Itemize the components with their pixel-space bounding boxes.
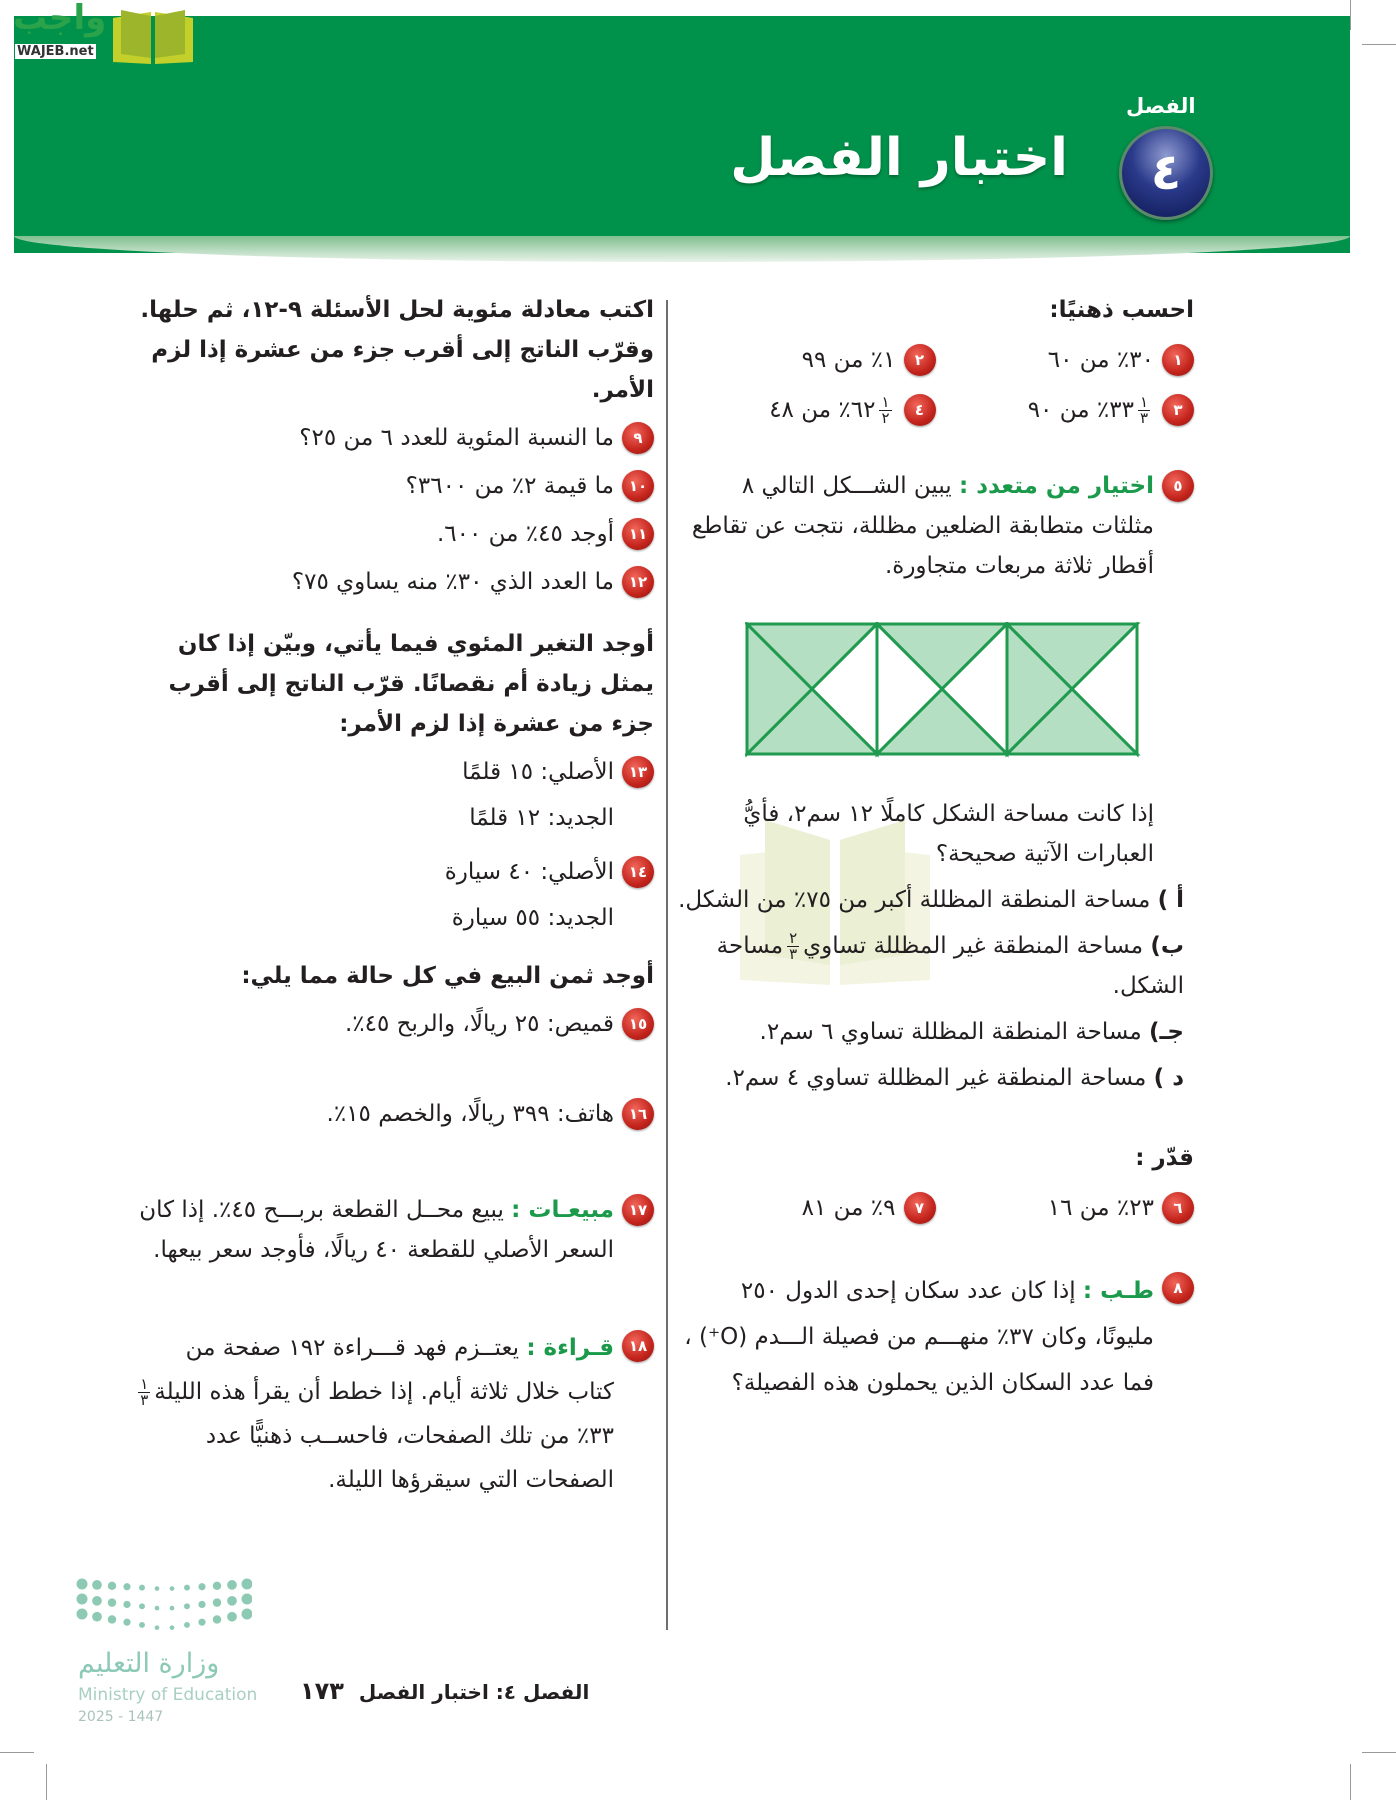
ministry-name-english: Ministry of Education xyxy=(78,1685,258,1705)
option-continuation: الشكل. xyxy=(1112,973,1184,999)
fraction-denominator: ٣ xyxy=(1139,409,1148,427)
page-number: ١٧٣ xyxy=(300,1677,344,1705)
fraction-numerator: ١ xyxy=(140,1375,149,1393)
logo-dot xyxy=(213,1598,221,1606)
wajeb-logo xyxy=(9,0,194,66)
option-letter: د ) xyxy=(1153,1065,1184,1091)
instruction-text xyxy=(134,290,654,410)
question-line: يبيع محــل القطعة بربـــح ٤٥٪. إذا كان xyxy=(139,1197,504,1223)
fraction xyxy=(879,395,891,426)
question-number-badge: ١٠ xyxy=(622,470,654,502)
question-16 xyxy=(134,1094,654,1134)
question-body xyxy=(134,752,614,838)
logo-dot xyxy=(198,1583,205,1590)
logo-dot xyxy=(170,1586,175,1591)
logo-dot xyxy=(242,1579,253,1590)
new-value: الجديد: ٥٥ سيارة xyxy=(451,905,614,931)
original-value: الأصلي: ١٥ قلمًا xyxy=(462,759,614,785)
wajeb-logo-arabic: واجب xyxy=(13,0,107,38)
answer-option-a[interactable] xyxy=(677,880,1194,920)
fraction xyxy=(787,931,799,962)
question-number-badge: ١٣ xyxy=(622,756,654,788)
ministry-name-arabic: وزارة التعليم xyxy=(78,1648,220,1679)
fraction xyxy=(138,1377,150,1408)
logo-dot xyxy=(92,1580,102,1590)
question-text: هاتف: ٣٩٩ ريالًا، والخصم ١٥٪. xyxy=(326,1101,614,1127)
right-column xyxy=(677,290,1194,1406)
original-value: الأصلي: ٤٠ سيارة xyxy=(444,859,614,885)
crop-mark xyxy=(1362,44,1396,45)
chapter-number-badge xyxy=(1119,126,1213,220)
instruction-line: أوجد التغير المئوي فيما يأتي، وبيّن إذا كان يمثل زيادة xyxy=(177,631,654,697)
question-text: ٩٪ من ٨١ xyxy=(801,1195,896,1221)
question-label: طـب : xyxy=(1082,1278,1154,1304)
question-5 xyxy=(677,466,1194,586)
question-number-badge: ٩ xyxy=(622,422,654,454)
question-body xyxy=(134,852,614,938)
question-row xyxy=(677,340,1194,380)
question-1 xyxy=(936,340,1195,380)
question-text: ما العدد الذي ٣٠٪ منه يساوي ٧٥؟ xyxy=(291,569,614,595)
logo-dot xyxy=(184,1603,190,1609)
logo-dot xyxy=(123,1619,130,1626)
logo-dot xyxy=(92,1596,102,1606)
fraction-denominator: ٣ xyxy=(789,945,798,963)
footer-chapter-reference xyxy=(300,1676,589,1707)
question-9 xyxy=(134,418,654,458)
left-column xyxy=(134,290,654,1502)
logo-dot xyxy=(170,1625,175,1630)
question-12 xyxy=(134,562,654,602)
question-row xyxy=(677,390,1194,430)
logo-dot xyxy=(108,1615,116,1623)
fraction-numerator: ٢ xyxy=(789,929,798,947)
logo-dot xyxy=(123,1583,130,1590)
crop-mark xyxy=(0,1752,34,1753)
new-value: الجديد: ١٢ قلمًا xyxy=(469,805,614,831)
question-number-badge: ١٧ xyxy=(622,1194,654,1226)
question-17 xyxy=(134,1190,654,1270)
instruction-line: اكتب معادلة مئوية لحل الأسئلة ٩-١٢، ثم حلها. وقرّب xyxy=(140,297,654,363)
question-4 xyxy=(677,390,936,430)
fraction-numerator: ١ xyxy=(1139,393,1148,411)
question-prompt xyxy=(677,794,1194,874)
question-text xyxy=(134,1190,614,1270)
question-7 xyxy=(677,1188,936,1228)
logo-dot xyxy=(184,1585,190,1591)
question-15 xyxy=(134,1004,654,1044)
question-line: مربعات متجاورة. xyxy=(884,553,1047,579)
answer-option-b[interactable] xyxy=(677,926,1194,1006)
logo-dot xyxy=(198,1601,205,1608)
question-number-badge: ٤ xyxy=(904,394,936,426)
question-text: أوجد ٤٥٪ من ٦٠٠. xyxy=(436,521,614,547)
question-label: مبيعـات : xyxy=(511,1197,614,1223)
logo-dot xyxy=(77,1609,88,1620)
question-11 xyxy=(134,514,654,554)
question-number-badge: ٧ xyxy=(904,1192,936,1224)
question-text: ما النسبة المئوية للعدد ٦ من ٢٥؟ xyxy=(299,425,614,451)
crop-mark xyxy=(1362,1752,1396,1753)
question-line: التي سيقرؤها الليلة. xyxy=(328,1467,519,1493)
logo-dot xyxy=(108,1598,116,1606)
logo-dot xyxy=(213,1615,221,1623)
logo-dot xyxy=(77,1594,88,1605)
question-number-badge: ٨ xyxy=(1162,1272,1194,1304)
page-title: اختبار الفصل xyxy=(730,128,1068,188)
chapter-number: ٤ xyxy=(1150,143,1182,201)
question-text xyxy=(936,390,1155,430)
option-text: مساحة المنطقة غير المظللة تساوي ٤ سم٢. xyxy=(725,1065,1147,1091)
question-number-badge: ١٦ xyxy=(622,1098,654,1130)
question-line: وكان ٣٧٪ منهـــم من فصيلة الـــدم (O⁺) ، فما عدد xyxy=(684,1324,1154,1396)
header-curve xyxy=(14,236,1350,262)
question-line: متطابقة الضلعين مظللة، نتجت عن تقاطع أقطار ثلاثة xyxy=(691,513,1154,579)
question-text: قميص: ٢٥ ريالًا، والربح ٤٥٪. xyxy=(344,1011,614,1037)
crop-mark xyxy=(46,1764,47,1800)
option-text: مساحة المنطقة المظللة تساوي ٦ سم٢. xyxy=(759,1019,1142,1045)
question-number-badge: ٣ xyxy=(1162,394,1194,426)
fraction-denominator: ٢ xyxy=(881,409,890,427)
question-text: ما قيمة ٢٪ من ٣٦٠٠؟ xyxy=(405,473,614,499)
shaded-triangles-figure xyxy=(745,622,1141,758)
question-number-badge: ١٨ xyxy=(622,1330,654,1362)
question-label: اختيار من متعدد : xyxy=(959,473,1154,499)
logo-dot xyxy=(170,1606,175,1611)
option-text: مساحة المنطقة المظللة أكبر من ٧٥٪ من الشكل. xyxy=(678,887,1151,913)
question-text: ١٪ من ٩٩ xyxy=(801,347,896,373)
column-divider xyxy=(666,300,668,1630)
book-icon xyxy=(109,6,197,66)
footer-chapter-title: الفصل ٤: اختبار الفصل xyxy=(358,1680,590,1704)
chapter-label: الفصل xyxy=(1126,94,1196,118)
question-text: ٢٣٪ من ١٦ xyxy=(1047,1195,1154,1221)
logo-dot xyxy=(242,1609,253,1620)
question-number-badge: ١٤ xyxy=(622,856,654,888)
question-label: قـراءة : xyxy=(526,1335,614,1361)
question-13 xyxy=(134,752,654,838)
question-line: السكان الذين يحملون هذه الفصيلة؟ xyxy=(731,1370,1073,1396)
question-row xyxy=(677,1188,1194,1228)
question-18 xyxy=(134,1326,654,1502)
question-line: السعر الأصلي للقطعة ٤٠ ريالًا، فأوجد سعر بيعها. xyxy=(153,1237,614,1263)
logo-dot xyxy=(139,1603,145,1609)
question-number-badge: ١١ xyxy=(622,518,654,550)
logo-dot xyxy=(227,1596,237,1606)
question-text xyxy=(677,1268,1154,1406)
question-line: إذا كانت مساحة الشكل كاملًا ١٢ سم٢، فأيُّ xyxy=(743,801,1154,827)
question-line: خلال ثلاثة أيام. إذا خطط أن يقرأ هذه الليلة xyxy=(154,1379,561,1405)
mental-math-heading: احسب ذهنيًا: xyxy=(1049,297,1194,323)
question-text-body: ٣٣٪ من ٩٠ xyxy=(1027,397,1134,423)
question-number-badge: ٥ xyxy=(1162,470,1194,502)
fraction xyxy=(1138,395,1150,426)
fraction-numerator: ١ xyxy=(881,393,890,411)
logo-dot xyxy=(242,1594,253,1605)
option-text: مساحة xyxy=(716,933,784,959)
question-14 xyxy=(134,852,654,938)
percent-text: ٣٣٪ xyxy=(576,1423,614,1449)
question-line: العبارات الآتية صحيحة؟ xyxy=(935,841,1154,867)
logo-dot xyxy=(227,1580,237,1590)
option-letter: جـ) xyxy=(1149,1019,1184,1045)
option-letter: ب) xyxy=(1150,933,1184,959)
estimate-heading: قدّر : xyxy=(1135,1145,1194,1171)
crop-mark xyxy=(1350,1764,1351,1800)
question-text-body: ٦٢٪ من ٤٨ xyxy=(769,397,876,423)
answer-option-c[interactable] xyxy=(677,1012,1194,1052)
question-text xyxy=(677,466,1154,586)
logo-dot xyxy=(139,1585,145,1591)
question-line: من تلك الصفحات، فاحســب ذهنيًّا عدد الصفحات xyxy=(205,1423,614,1493)
question-number-badge: ١٢ xyxy=(622,566,654,598)
question-text xyxy=(677,390,896,430)
wajeb-logo-latin: WAJEB.net xyxy=(17,44,94,59)
instruction-text xyxy=(134,624,654,744)
question-10 xyxy=(134,466,654,506)
question-number-badge: ١٥ xyxy=(622,1008,654,1040)
fraction-denominator: ٣ xyxy=(140,1391,149,1409)
ministry-year: 2025 - 1447 xyxy=(78,1709,164,1725)
ministry-logo-icon xyxy=(76,1578,252,1636)
question-number-badge: ٢ xyxy=(904,344,936,376)
question-2 xyxy=(677,340,936,380)
instruction-line: أم نقصانًا. قرّب الناتج إلى أقرب جزء من عشرة إذا لزم xyxy=(168,671,654,737)
logo-dot xyxy=(155,1625,160,1630)
logo-dot xyxy=(108,1582,116,1590)
logo-dot xyxy=(92,1612,102,1622)
instruction-line: الأمر: xyxy=(339,711,402,737)
figure-wrapper xyxy=(745,622,1194,758)
question-number-badge: ٦ xyxy=(1162,1192,1194,1224)
logo-dot xyxy=(123,1601,130,1608)
question-text: ٣٠٪ من ٦٠ xyxy=(1047,347,1154,373)
logo-dot xyxy=(213,1582,221,1590)
logo-dot xyxy=(184,1622,190,1628)
question-line: يعتــزم فهد قـــراءة ١٩٢ صفحة من كتاب xyxy=(185,1335,614,1405)
question-text xyxy=(134,1326,614,1502)
option-text: مساحة المنطقة غير المظللة تساوي xyxy=(803,933,1144,959)
logo-dot xyxy=(155,1586,160,1591)
logo-dot xyxy=(77,1579,88,1590)
question-8 xyxy=(677,1268,1194,1406)
question-line: إذا كان عدد سكان إحدى الدول ٢٥٠ مليونًا، xyxy=(740,1278,1154,1350)
instruction-line: الناتج إلى أقرب جزء من عشرة إذا لزم الأمر. xyxy=(151,337,654,403)
question-3 xyxy=(936,390,1195,430)
option-letter: أ ) xyxy=(1157,887,1184,913)
instruction-text: أوجد ثمن البيع في كل حالة مما يلي: xyxy=(241,963,654,989)
crop-mark xyxy=(1350,0,1351,30)
logo-dot xyxy=(139,1622,145,1628)
question-6 xyxy=(936,1188,1195,1228)
question-number-badge: ١ xyxy=(1162,344,1194,376)
logo-dot xyxy=(198,1619,205,1626)
answer-option-d[interactable] xyxy=(677,1058,1194,1098)
logo-dot xyxy=(227,1612,237,1622)
logo-dot xyxy=(155,1606,160,1611)
question-line: يبين الشـــكل التالي ٨ مثلثات xyxy=(741,473,1154,539)
